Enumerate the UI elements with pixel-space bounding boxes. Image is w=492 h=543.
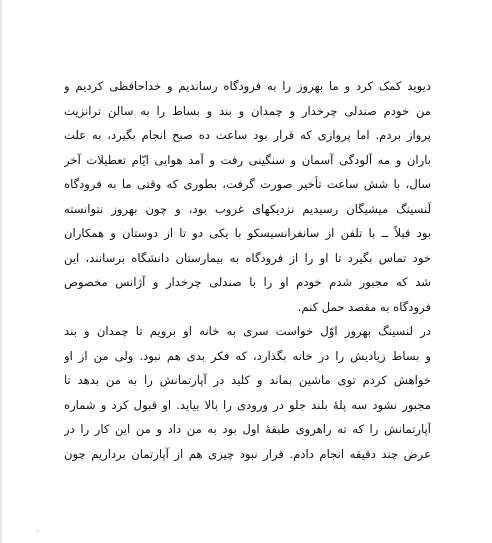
text-line: پرواز بردم. اما پروازی که قرار بود ساعت ده صبح انجام بگیرد، به علت	[64, 128, 431, 142]
text-line: دیوید کمک کرد و ما بهروز را به فرودگاه رساندیم و خداحافظی کردیم و	[64, 79, 431, 93]
text-line: عرض چند دقیقه انجام دادم. قرار نبود چیزی هم از آپارتمان برداریم چون	[64, 446, 431, 461]
text-line: و بساط زیادیش را در خانه بگذارد، که فکر بدی هم نبود. ولی من از او	[64, 348, 431, 363]
text-line: من خودم صندلی چرخدار و چمدان و بند و بساط را به سالن ترانزیت	[64, 103, 431, 118]
page-mark: ·	[36, 527, 39, 536]
text-line: در لنسینگ بهروز اوّل خواست سری به خانه او برویم تا چمدان و بند	[64, 324, 431, 338]
text-line: فرودگاه به مقصد حمل کنم.	[297, 299, 431, 314]
paragraph	[64, 319, 431, 466]
text-line: شد که مجبور شدم خودم او را با صندلی چرخدار و آژانس مخصوص	[64, 275, 431, 289]
scan-edge-shadow	[0, 0, 3, 543]
text-line: خواهش کردم توی ماشین بماند و کلید در آپارتمانش را به من بدهد تا	[64, 373, 431, 387]
body-text	[64, 74, 431, 466]
text-line: بود قبلاً ــ با تلفن از سانفرانسیسکو با یکی دو تا از دوستان و همکاران	[64, 226, 431, 240]
text-line: سال، با شش ساعت تأخیر صورت گرفت، بطوری که وقتی ما به فرودگاه	[64, 177, 431, 191]
text-line: مجبور نشود سه پلهٔ بلند جلو در ورودی را بالا بیاید. او قبول کرد و شماره	[64, 397, 431, 412]
text-line: آپارتمانش را که ته راهروی طبقهٔ اول بود به من داد و من این کار را در	[64, 422, 431, 436]
text-line: لَنسینگ میشیگان رسیدیم نزدیکهای غروب بود، و چون بهروز نتوانسته	[64, 201, 431, 216]
text-line: باران و مه آلودگی آسمان و سنگینی رفت و آمد هوایی ایّام تعطیلات آخر	[64, 152, 431, 167]
text-line: خود تماس بگیرد تا او را از فرودگاه به بیمارستان دانشگاه برسانند، این	[64, 250, 431, 265]
paragraph	[64, 74, 431, 319]
